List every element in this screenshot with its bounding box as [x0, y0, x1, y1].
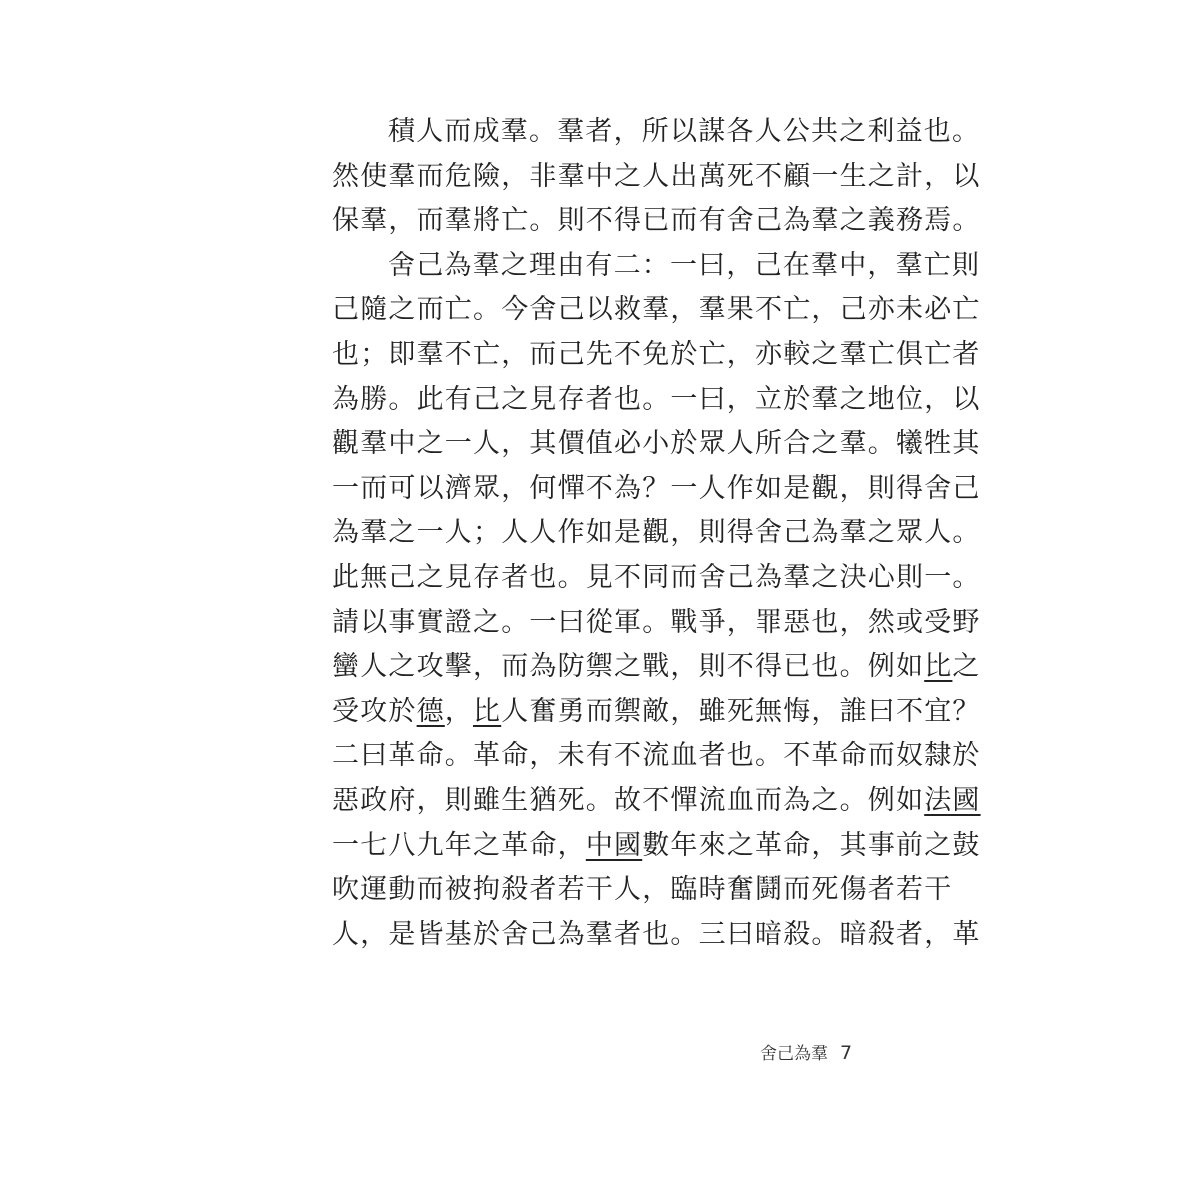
- text-line: [332, 110, 981, 155]
- text-segment: 請以事實證之。一曰從軍。戰爭，罪惡也，然或受野: [332, 606, 981, 638]
- proper-noun-underlined: 中國: [585, 829, 643, 861]
- text-line: [332, 199, 981, 244]
- text-segment: ，: [444, 695, 474, 727]
- text-line: [332, 422, 981, 467]
- text-segment: 積人而成羣。羣者，所以謀各人公共之利益也。: [388, 116, 981, 147]
- text-line: [332, 779, 981, 824]
- text-line: [332, 824, 981, 869]
- text-segment: 觀羣中之一人，其價值必小於眾人所合之羣。犧牲其: [332, 428, 981, 460]
- text-line: [332, 378, 981, 423]
- text-segment: 也；即羣不亡，而己先不免於亡，亦較之羣亡俱亡者: [332, 338, 981, 370]
- paragraph: [332, 110, 981, 244]
- text-line: [332, 556, 981, 601]
- text-line: [332, 467, 981, 512]
- text-segment: 一七八九年之革命，: [332, 829, 586, 861]
- text-segment: 為羣之一人；人人作如是觀，則得舍己為羣之眾人。: [332, 517, 981, 549]
- proper-noun-underlined: 法國: [924, 784, 981, 816]
- paragraph: [332, 244, 981, 958]
- text-segment: 為勝。此有己之見存者也。一曰，立於羣之地位，以: [332, 383, 981, 415]
- text-segment: 己隨之而亡。今舍己以救羣，羣果不亡，己亦未必亡: [332, 294, 981, 326]
- text-line: [332, 734, 981, 779]
- text-line: [332, 645, 981, 690]
- text-segment: 人，是皆基於舍己為羣者也。三曰暗殺。暗殺者，革: [332, 918, 981, 950]
- text-line: [332, 601, 981, 646]
- text-segment: 舍己為羣之理由有二：一曰，己在羣中，羣亡則: [388, 249, 981, 281]
- text-segment: 保羣，而羣將亡。則不得已而有舍己為羣之義務焉。: [332, 205, 981, 237]
- text-segment: 惡政府，則雖生猶死。故不憚流血而為之。例如: [332, 784, 925, 816]
- text-segment: 之: [952, 651, 981, 683]
- body-text: [332, 110, 981, 957]
- text-line: [332, 690, 981, 735]
- running-title: 舍己為羣: [760, 1044, 828, 1064]
- text-line: [332, 913, 981, 958]
- text-segment: 受攻於: [332, 695, 417, 727]
- text-line: [332, 333, 981, 378]
- text-segment: 蠻人之攻擊，而為防禦之戰，則不得已也。例如: [332, 651, 925, 683]
- proper-noun-underlined: 德: [416, 695, 445, 727]
- text-segment: 人奮勇而禦敵，雖死無悔，誰曰不宜？: [501, 695, 981, 727]
- proper-noun-underlined: 比: [473, 695, 502, 727]
- page-number: 7: [840, 1042, 853, 1064]
- page-footer: [760, 1038, 880, 1068]
- text-line: [332, 868, 953, 913]
- text-line: [332, 511, 981, 556]
- text-segment: 然使羣而危險，非羣中之人出萬死不顧一生之計，以: [332, 160, 981, 192]
- text-segment: 一而可以濟眾，何憚不為？一人作如是觀，則得舍己: [332, 472, 981, 504]
- text-line: [332, 288, 981, 333]
- proper-noun-underlined: 比: [924, 651, 953, 683]
- text-segment: 二曰革命。革命，未有不流血者也。不革命而奴隸於: [332, 740, 981, 772]
- text-segment: 吹運動而被拘殺者若干人，臨時奮鬪而死傷者若干: [332, 874, 953, 906]
- text-line: [332, 244, 981, 289]
- text-line: [332, 155, 981, 200]
- text-segment: 數年來之革命，其事前之鼓: [642, 829, 981, 861]
- text-segment: 此無己之見存者也。見不同而舍己為羣之決心則一。: [332, 561, 981, 593]
